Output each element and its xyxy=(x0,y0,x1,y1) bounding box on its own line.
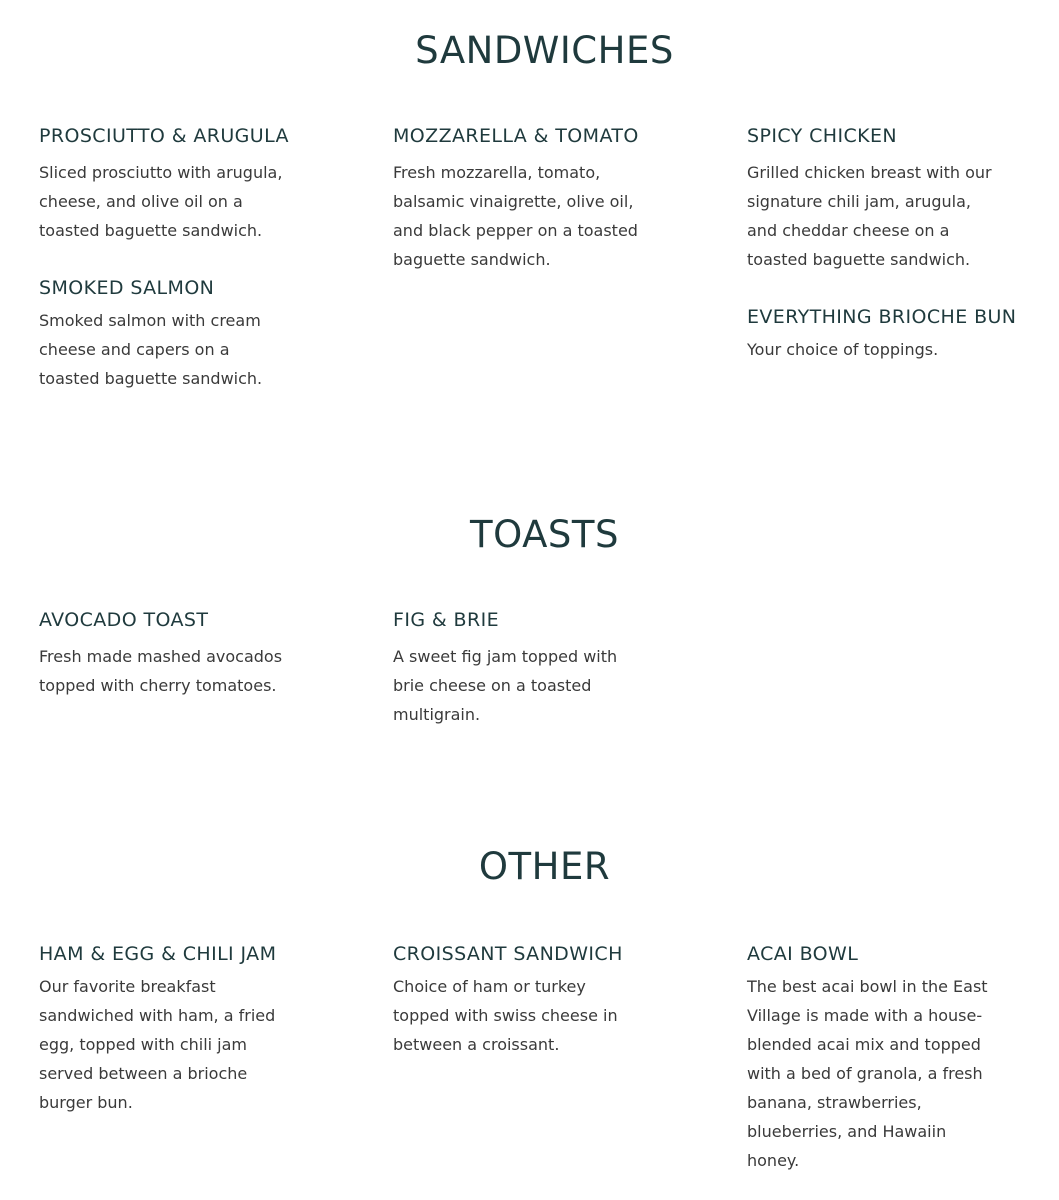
menu-item-name: ACAI BOWL xyxy=(747,943,859,965)
menu-item-croissant-sandwich xyxy=(393,943,663,1059)
menu-item-everything-brioche-bun xyxy=(747,306,1017,364)
menu-item-fig-brie xyxy=(393,609,663,729)
menu-item-description: A sweet fig jam topped with brie cheese on a toasted multigrain. xyxy=(393,646,618,724)
menu-item-description: Fresh made mashed avocados topped with cherry tomatoes. xyxy=(39,646,283,695)
menu-item-description: Choice of ham or turkey topped with swiss cheese in between a croissant. xyxy=(393,976,618,1054)
menu-item-mozzarella-tomato xyxy=(393,125,663,274)
menu-item-name: EVERYTHING BRIOCHE BUN xyxy=(747,306,1017,328)
menu-item-prosciutto-arugula xyxy=(39,125,309,245)
menu-item-description: Sliced prosciutto with arugula, cheese, and olive oil on a toasted baguette sandwich. xyxy=(39,162,283,240)
menu-item-description: Fresh mozzarella, tomato, balsamic vinaigrette, olive oil, and black pepper on a toasted baguette sandwich. xyxy=(393,162,638,269)
menu-item-description: Our favorite breakfast sandwiched with ham, a fried egg, topped with chili jam served between a brioche burger bun. xyxy=(39,976,276,1112)
menu-item-name: MOZZARELLA & TOMATO xyxy=(393,125,639,147)
menu-item-description: Grilled chicken breast with our signature chili jam, arugula, and cheddar cheese on a toasted baguette sandwich. xyxy=(747,162,992,269)
menu-item-description: Your choice of toppings. xyxy=(747,339,939,359)
section-title-toasts: TOASTS xyxy=(470,513,619,556)
menu-item-description: The best acai bowl in the East Village is made with a house-blended acai mix and topped with a bed of granola, a fresh banana, strawberries, blueberries, and Hawaiin honey. xyxy=(747,976,988,1170)
menu-item-smoked-salmon xyxy=(39,277,309,393)
menu-item-avocado-toast xyxy=(39,609,309,700)
menu-item-name: PROSCIUTTO & ARUGULA xyxy=(39,125,289,147)
menu-item-name: FIG & BRIE xyxy=(393,609,499,631)
menu-item-spicy-chicken xyxy=(747,125,1017,274)
section-title-other: OTHER xyxy=(478,845,611,888)
menu-item-name: SMOKED SALMON xyxy=(39,277,215,299)
menu-item-name: SPICY CHICKEN xyxy=(747,125,898,147)
menu-item-name: HAM & EGG & CHILI JAM xyxy=(39,943,277,965)
section-title-sandwiches: SANDWICHES xyxy=(415,29,674,72)
menu-item-acai-bowl xyxy=(747,943,1017,1175)
menu-item-name: AVOCADO TOAST xyxy=(39,609,209,631)
menu-item-ham-egg-chili-jam xyxy=(39,943,309,1117)
menu-item-name: CROISSANT SANDWICH xyxy=(393,943,623,965)
menu-item-description: Smoked salmon with cream cheese and capers on a toasted baguette sandwich. xyxy=(39,310,263,388)
